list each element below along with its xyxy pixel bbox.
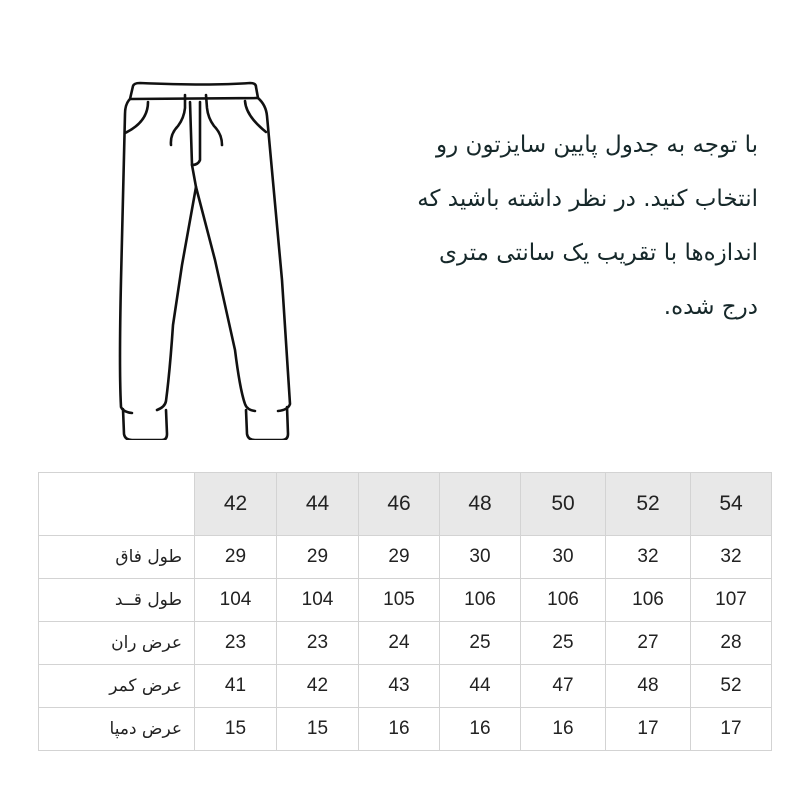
row-label: طول قــد <box>39 579 195 622</box>
table-cell: 107 <box>691 579 772 622</box>
table-cell: 15 <box>195 708 277 751</box>
size-header: 50 <box>521 473 606 536</box>
table-cell: 32 <box>691 536 772 579</box>
table-row-rise <box>39 536 772 579</box>
row-label: عرض کمر <box>39 665 195 708</box>
description-line-2: انتخاب کنید. در نظر داشته باشید که <box>417 186 758 212</box>
table-cell: 43 <box>359 665 440 708</box>
table-cell: 29 <box>359 536 440 579</box>
size-header-row <box>39 473 772 536</box>
table-row-waist-width <box>39 665 772 708</box>
description-line-1: با توجه به جدول پایین سایزتون رو <box>436 132 758 158</box>
description-line-3: اندازه‌ها با تقریب یک سانتی متری <box>439 240 758 266</box>
row-label: عرض ران <box>39 622 195 665</box>
table-cell: 25 <box>440 622 521 665</box>
table-row-thigh-width <box>39 622 772 665</box>
table-cell: 16 <box>521 708 606 751</box>
table-corner-cell <box>39 473 195 536</box>
table-cell: 32 <box>606 536 691 579</box>
row-label: عرض دمپا <box>39 708 195 751</box>
size-header: 54 <box>691 473 772 536</box>
table-cell: 29 <box>277 536 359 579</box>
table-cell: 106 <box>606 579 691 622</box>
table-cell: 28 <box>691 622 772 665</box>
table-cell: 29 <box>195 536 277 579</box>
table-cell: 42 <box>277 665 359 708</box>
size-table <box>38 472 772 751</box>
size-header: 42 <box>195 473 277 536</box>
table-cell: 23 <box>195 622 277 665</box>
table-cell: 25 <box>521 622 606 665</box>
table-cell: 104 <box>277 579 359 622</box>
table-cell: 106 <box>440 579 521 622</box>
size-guide-description <box>338 118 758 334</box>
table-cell: 15 <box>277 708 359 751</box>
table-cell: 17 <box>691 708 772 751</box>
table-cell: 30 <box>521 536 606 579</box>
table-cell: 44 <box>440 665 521 708</box>
table-cell: 27 <box>606 622 691 665</box>
table-cell: 106 <box>521 579 606 622</box>
size-header: 46 <box>359 473 440 536</box>
jogger-pants-icon <box>110 70 310 440</box>
table-cell: 52 <box>691 665 772 708</box>
table-row-hem-width <box>39 708 772 751</box>
pants-illustration <box>110 70 310 440</box>
row-label: طول فاق <box>39 536 195 579</box>
table-cell: 16 <box>440 708 521 751</box>
table-cell: 47 <box>521 665 606 708</box>
size-header: 44 <box>277 473 359 536</box>
table-cell: 23 <box>277 622 359 665</box>
size-header: 48 <box>440 473 521 536</box>
size-header: 52 <box>606 473 691 536</box>
description-line-4: درج شده. <box>663 294 758 320</box>
table-cell: 17 <box>606 708 691 751</box>
table-cell: 16 <box>359 708 440 751</box>
table-cell: 104 <box>195 579 277 622</box>
table-cell: 41 <box>195 665 277 708</box>
table-cell: 48 <box>606 665 691 708</box>
table-row-length <box>39 579 772 622</box>
table-cell: 24 <box>359 622 440 665</box>
table-cell: 30 <box>440 536 521 579</box>
table-cell: 105 <box>359 579 440 622</box>
